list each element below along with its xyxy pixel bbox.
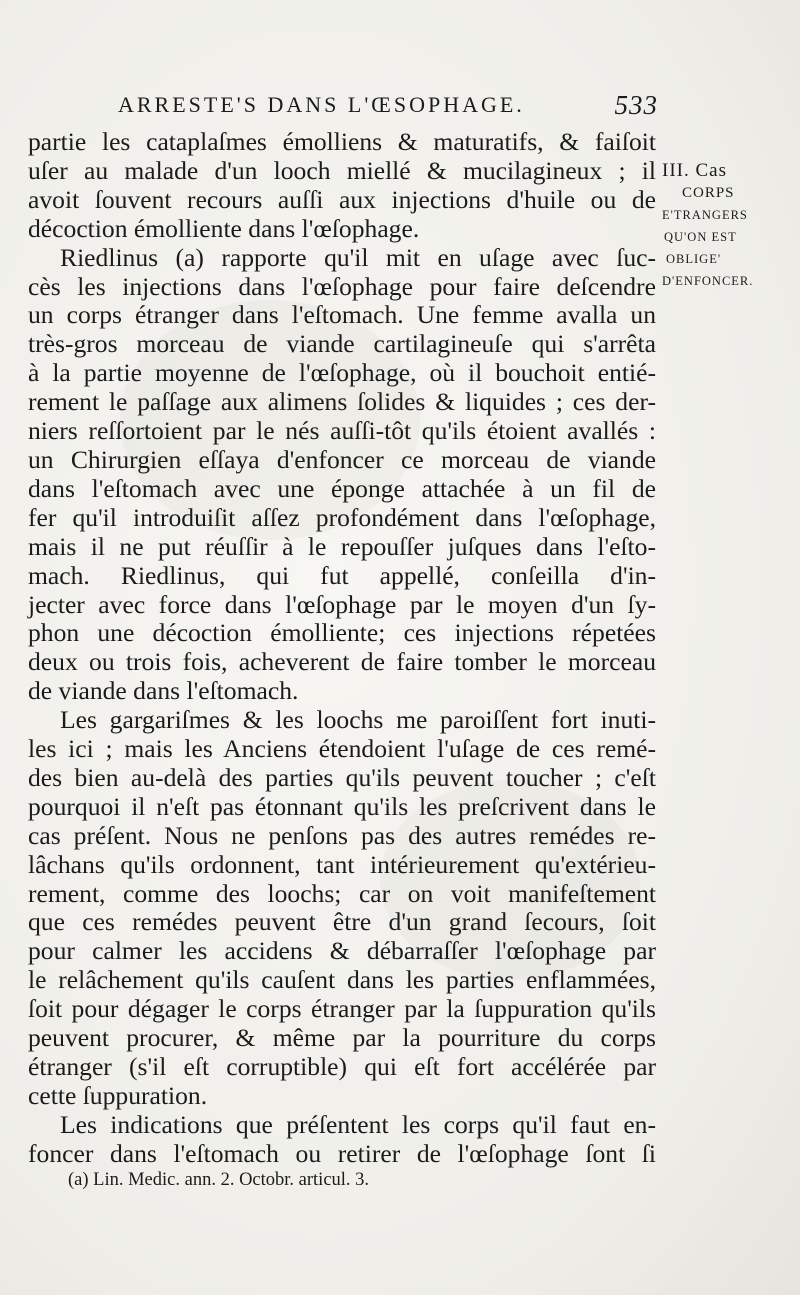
- margin-note-line: D'ENFONCER.: [662, 274, 754, 288]
- text-line: foncer dans l'eſtomach ou retirer de l'œſophage ſont ſi: [28, 1138, 656, 1168]
- margin-note-line: E'TRANGERS: [662, 208, 748, 222]
- text-line: cès les injections dans l'œſophage pour faire deſcendre: [28, 271, 656, 301]
- margin-note: [662, 160, 770, 292]
- text-line: un Chirurgien eſſaya d'enfoncer ce morceau de viande: [28, 444, 656, 474]
- text-line: partie les cataplaſmes émolliens & maturatifs, & faiſoit: [28, 127, 656, 156]
- margin-note-line: QU'ON EST: [664, 230, 737, 244]
- text-line: que ces remédes peuvent être d'un grand ſecours, ſoit: [28, 907, 656, 937]
- text-line: fer qu'il introduiſit aſſez profondément dans l'œſophage,: [28, 502, 656, 532]
- footnote: (a) Lin. Medic. ann. 2. Octobr. articul. 3.: [68, 1170, 370, 1190]
- text-line: niers reſſortoient par le nés auſſi-tôt qu'ils étoient avallés :: [28, 416, 656, 446]
- text-line: très-gros morceau de viande cartilagineuſe qui s'arrêta: [28, 329, 656, 359]
- page-number: 533: [614, 90, 658, 120]
- text-line: rement, comme des loochs; car on voit manifeſtement: [28, 878, 656, 908]
- text-line: cette ſuppuration.: [28, 1080, 208, 1110]
- text-line: mach. Riedlinus, qui fut appellé, conſeilla d'in-: [28, 560, 656, 590]
- text-line: Les gargariſmes & les loochs me paroiſſent fort inuti-: [60, 705, 656, 735]
- text-line: un corps étranger dans l'eſtomach. Une femme avalla un: [28, 300, 656, 330]
- running-title: ARRESTE'S DANS L'ŒSOPHAGE.: [118, 92, 525, 117]
- text-line: pour calmer les accidens & débarraſſer l'œſophage par: [28, 936, 656, 966]
- text-line: Riedlinus (a) rapporte qu'il mit en uſage avec ſuc-: [60, 242, 656, 272]
- text-line: pourquoi il n'eſt pas étonnant qu'ils les preſcrivent dans le: [28, 791, 656, 821]
- text-line: deux ou trois fois, acheverent de faire tomber le morceau: [28, 647, 656, 677]
- text-line: uſer au malade d'un looch miellé & mucilagineux ; il: [28, 155, 656, 185]
- text-line: cas préſent. Nous ne penſons pas des autres remédes re-: [28, 820, 656, 850]
- text-line: Les indications que préſentent les corps qu'il faut en-: [60, 1109, 656, 1139]
- running-head: [118, 92, 658, 118]
- text-line: étranger (s'il eſt corruptible) qui eſt fort accélérée par: [28, 1052, 656, 1081]
- text-line: à la partie moyenne de l'œſophage, où il bouchoit entié-: [28, 358, 656, 388]
- text-line: dans l'eſtomach avec une éponge attachée à un fil de: [28, 473, 656, 503]
- margin-note-line: III. Cas: [662, 160, 727, 181]
- body-text: [28, 128, 656, 1169]
- text-line: ſoit pour dégager le corps étranger par la ſuppuration qu'ils: [28, 994, 656, 1024]
- text-line: les ici ; mais les Anciens étendoient l'uſage de ces remé-: [28, 734, 656, 764]
- text-line: avoit ſouvent recours auſſi aux injections d'huile ou de: [28, 184, 656, 214]
- text-line: phon une décoction émolliente; ces injections répetées: [28, 618, 656, 648]
- margin-note-line: OBLIGE': [666, 252, 722, 266]
- text-line: mais il ne put réuſſir à le repouſſer juſques dans l'eſto-: [28, 531, 656, 561]
- text-line: jecter avec force dans l'œſophage par le moyen d'un ſy-: [28, 589, 656, 619]
- text-line: de viande dans l'eſtomach.: [28, 676, 299, 706]
- text-line: rement le paſſage aux alimens ſolides & liquides ; ces der-: [28, 387, 656, 417]
- text-line: des bien au-delà des parties qu'ils peuvent toucher ; c'eſt: [28, 762, 656, 792]
- text-line: peuvent procurer, & même par la pourriture du corps: [28, 1023, 656, 1053]
- text-line: décoction émolliente dans l'œſophage.: [28, 213, 420, 243]
- margin-note-line: CORPS: [682, 185, 735, 201]
- text-line: lâchans qu'ils ordonnent, tant intérieurement qu'extérieu-: [28, 849, 656, 879]
- text-line: le relâchement qu'ils cauſent dans les parties enflammées,: [28, 965, 656, 995]
